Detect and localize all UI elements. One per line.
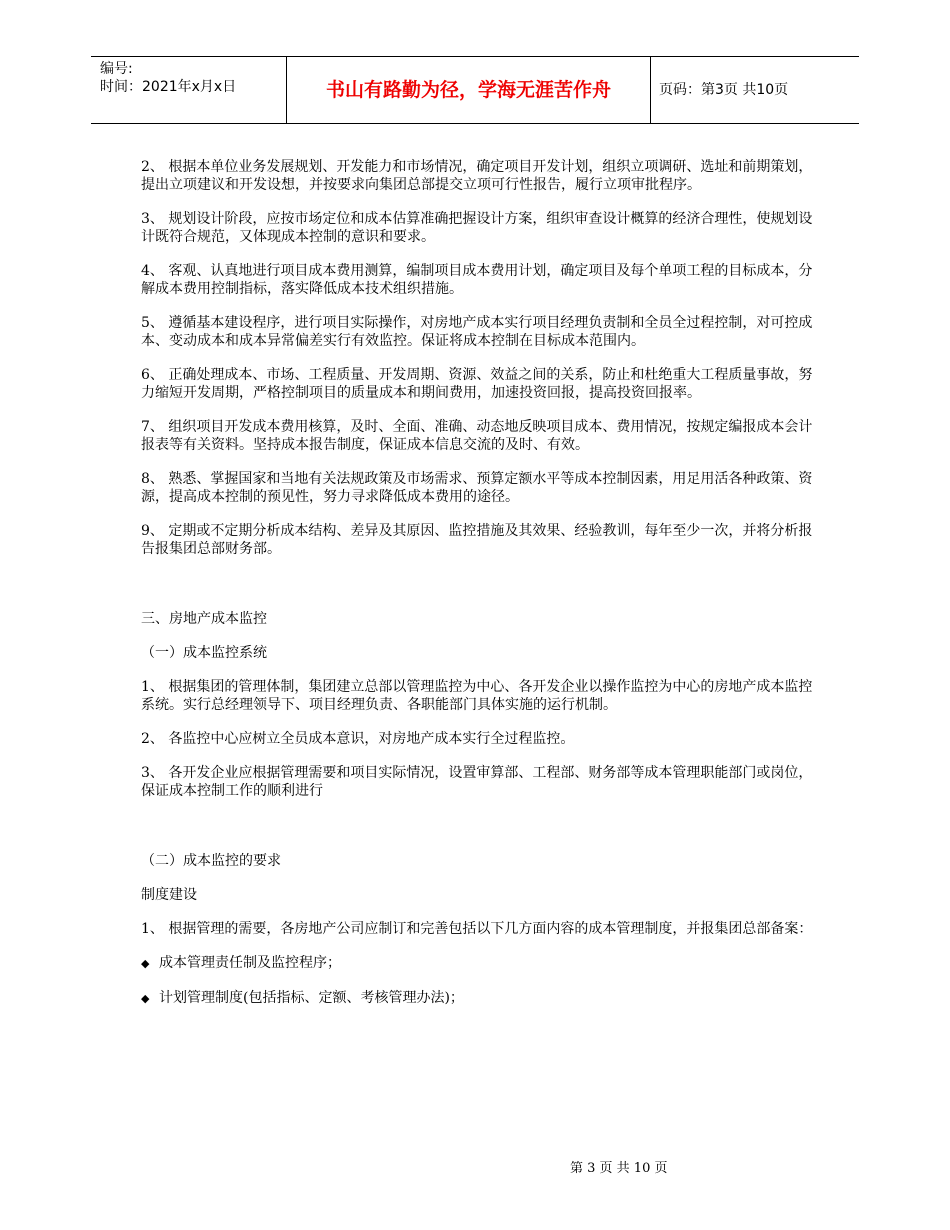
paragraph: 2、 根据本单位业务发展规划、开发能力和市场情况，确定项目开发计划，组织立项调研、选址和前期策划，提出立项建议和开发设想，并按要求向集团总部提交立项可行性报告，履行立项审批程序。 [141,159,813,193]
header-page-label: 页码：第3页 共10页 [659,82,789,98]
code-label: 编号: [100,61,133,77]
paragraph: 4、 客观、认真地进行项目成本费用测算，编制项目成本费用计划，确定项目及每个单项工程的目标成本，分解成本费用控制指标，落实降低成本技术组织措施。 [141,263,813,297]
footer-page-number: 第 3 页 共 10 页 [570,1161,668,1176]
spacer [141,816,813,852]
document-body [141,158,813,1024]
paragraph: 6、 正确处理成本、市场、工程质量、开发周期、资源、效益之间的关系，防止和杜绝重大工程质量事故，努力缩短开发周期，严格控制项目的质量成本和期间费用，加速投资回报，提高投资回报率。 [141,367,813,401]
subsection-title: （一）成本监控系统 [141,645,267,661]
bullet-text: 成本管理责任制及监控程序； [159,955,341,971]
bullet-text: 计划管理制度(包括指标、定额、考核管理办法)； [159,990,464,1006]
list-item: 1、 根据管理的需要，各房地产公司应制订和完善包括以下几方面内容的成本管理制度，并报集团总部备案： [141,921,813,937]
bullet-item [141,954,813,973]
bullet-item [141,989,813,1008]
paragraph: 5、 遵循基本建设程序，进行项目实际操作，对房地产成本实行项目经理负责制和全员全过程控制，对可控成本、变动成本和成本异常偏差实行有效监控。保证将成本控制在目标成本范围内。 [141,315,813,349]
header-motto: 书山有路勤为径，学海无涯苦作舟 [286,57,651,123]
header-meta [91,57,286,123]
paragraph: 3、 规划设计阶段，应按市场定位和成本估算准确把握设计方案，组织审查设计概算的经济合理性，使规划设计既符合规范，又体现成本控制的意识和要求。 [141,211,813,245]
date-label: 时间：2021年x月x日 [100,79,237,95]
diamond-bullet-icon: ◆ [141,957,150,970]
spacer [141,574,813,610]
list-item: 2、 各监控中心应树立全员成本意识，对房地产成本实行全过程监控。 [141,731,575,747]
diamond-bullet-icon: ◆ [141,992,150,1005]
page-header [91,56,859,124]
section-title: 三、房地产成本监控 [141,611,267,627]
subsection-heading: 制度建设 [141,887,197,903]
paragraph: 9、 定期或不定期分析成本结构、差异及其原因、监控措施及其效果、经验教训，每年至少一次，并将分析报告报集团总部财务部。 [141,523,813,557]
list-item: 1、 根据集团的管理体制，集团建立总部以管理监控为中心、各开发企业以操作监控为中心的房地产成本监控系统。实行总经理领导下、项目经理负责、各职能部门具体实施的运行机制。 [141,679,813,713]
paragraph: 7、 组织项目开发成本费用核算，及时、全面、准确、动态地反映项目成本、费用情况，按规定编报成本会计报表等有关资料。坚持成本报告制度，保证成本信息交流的及时、有效。 [141,419,813,453]
list-item: 3、 各开发企业应根据管理需要和项目实际情况，设置审算部、工程部、财务部等成本管理职能部门或岗位，保证成本控制工作的顺利进行 [141,765,813,799]
subsection-title: （二）成本监控的要求 [141,853,281,869]
paragraph: 8、 熟悉、掌握国家和当地有关法规政策及市场需求、预算定额水平等成本控制因素，用足用活各种政策、资源，提高成本控制的预见性，努力寻求降低成本费用的途径。 [141,471,813,505]
